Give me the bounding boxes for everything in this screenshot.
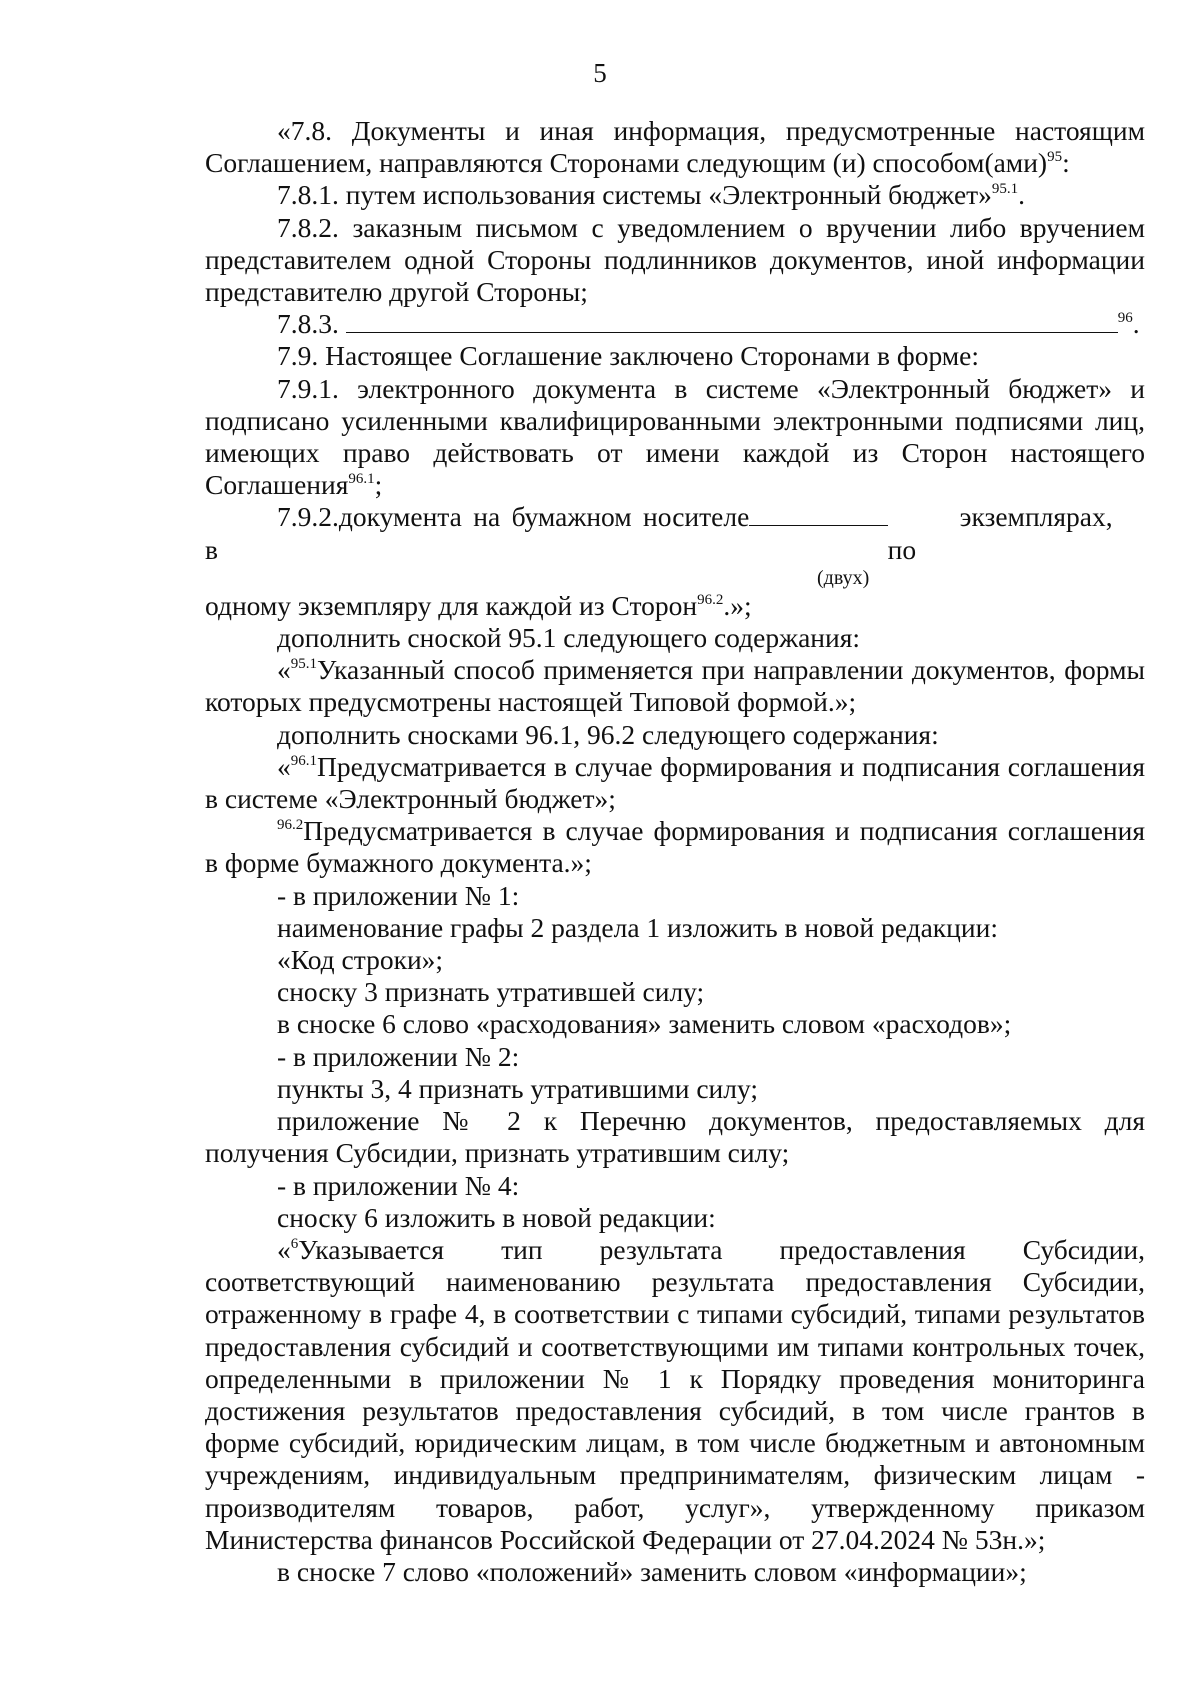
paragraph-7-9-1: 7.9.1. электронного документа в системе «Электронный бюджет» и подписано усиленными квалифицированными электронными подписями лиц, имеющих право действовать от имени каждой из Сторон настоящего Соглашения$^{96.1}$; <box>205 372 1145 501</box>
appendix-4-heading: - в приложении № 4: <box>277 1169 520 1201</box>
paragraph-7-9-2: 7.9.2.документа на бумажном носителе в экземплярах, по <box>205 501 1113 565</box>
document-body <box>205 115 1145 1588</box>
paragraph-7-8-1: 7.8.1. путем использования системы «Электронный бюджет»$^{95.1}$. <box>277 179 1026 211</box>
appendix-1-item-3: сноску 3 признать утратившей силу; <box>277 976 705 1008</box>
appendix-1-item-4: в сноске 6 слово «расходования» заменить словом «расходов»; <box>277 1008 1012 1040</box>
paragraph-7-8-2: 7.8.2. заказным письмом с уведомлением о вручении либо вручением представителем одной Стороны подлинников документов, иной информации представителю другой Стороны; <box>205 211 1145 308</box>
paragraph-7-8-3: 7.8.3. $^{96}$. <box>277 308 1140 340</box>
page-number: 5 <box>593 58 607 88</box>
instruction-footnotes-96: дополнить сносками 96.1, 96.2 следующего содержания: <box>277 718 939 750</box>
appendix-4-item-1: сноску 6 изложить в новой редакции: <box>277 1201 716 1233</box>
instruction-footnote-95-1: дополнить сноской 95.1 следующего содержания: <box>277 622 861 654</box>
footnote-96-2-text: $^{96.2}$Предусматривается в случае формирования и подписания соглашения в форме бумажного документа.»; <box>205 815 1145 879</box>
footnote-95-1-text: «$^{95.1}$Указанный способ применяется при направлении документов, формы которых предусмотрены настоящей Типовой формой.»; <box>205 654 1145 718</box>
appendix-1-item-1: наименование графы 2 раздела 1 изложить в новой редакции: <box>277 911 998 943</box>
appendix-2-item-1: пункты 3, 4 признать утратившими силу; <box>277 1072 758 1104</box>
footnote-96-1-text: «$^{96.1}$Предусматривается в случае формирования и подписания соглашения в системе «Электронный бюджет»; <box>205 750 1145 815</box>
footnote-ref-95-1: 95.1 <box>991 181 1019 198</box>
appendix-4-item-2: в сноске 7 слово «положений» заменить словом «информации»; <box>277 1555 1027 1587</box>
footnote-ref-96: 96 <box>1117 310 1133 327</box>
copies-blank-line <box>749 501 887 526</box>
paragraph-7-9: 7.9. Настоящее Соглашение заключено Сторонами в форме: <box>277 340 980 372</box>
appendix-1-heading: - в приложении № 1: <box>277 879 520 911</box>
footnote-ref-96-2: 96.2 <box>697 591 724 608</box>
footnote-ref-96-1: 96.1 <box>348 471 375 488</box>
appendix-1-item-2: «Код строки»; <box>277 944 444 976</box>
paragraph-7-9-2-cont: одному экземпляру для каждой из Сторон$^{96.2}$.»; <box>205 589 752 621</box>
paragraph-7-8: «7.8. Документы и иная информация, предусмотренные настоящим Соглашением, направляются Сторонами следующим (и) способом(ами)$^{95}$: <box>205 115 1145 179</box>
appendix-2-heading: - в приложении № 2: <box>277 1040 520 1072</box>
appendix-2-item-2: приложение № 2 к Перечню документов, предоставляемых для получения Субсидии, признать утратившим силу; <box>205 1105 1145 1169</box>
footnote-6-text: «$^6$Указывается тип результата предоставления Субсидии, соответствующий наименованию результата предоставления Субсидии, отраженному в графе 4, в соответствии с типами субсидий, типами результатов предоставления субсидий и соответствующими им типами контрольных точек, определенными в приложении № 1 к Порядку проведения мониторинга достижения результатов предоставления субсидий, в том числе грантов в форме субсидий, юридическим лицам, в том числе бюджетным и автономным учреждениям, индивидуальным предпринимателям, физическим лицам - производителям товаров, работ, услуг», утвержденному приказом Министерства финансов Российской Федерации от 27.04.2024 № 53н.»; <box>205 1233 1145 1555</box>
fill-in-blank-line <box>346 308 1118 333</box>
footnote-ref-95: 95 <box>1047 149 1063 166</box>
copies-count-note: (двух) <box>817 566 870 589</box>
